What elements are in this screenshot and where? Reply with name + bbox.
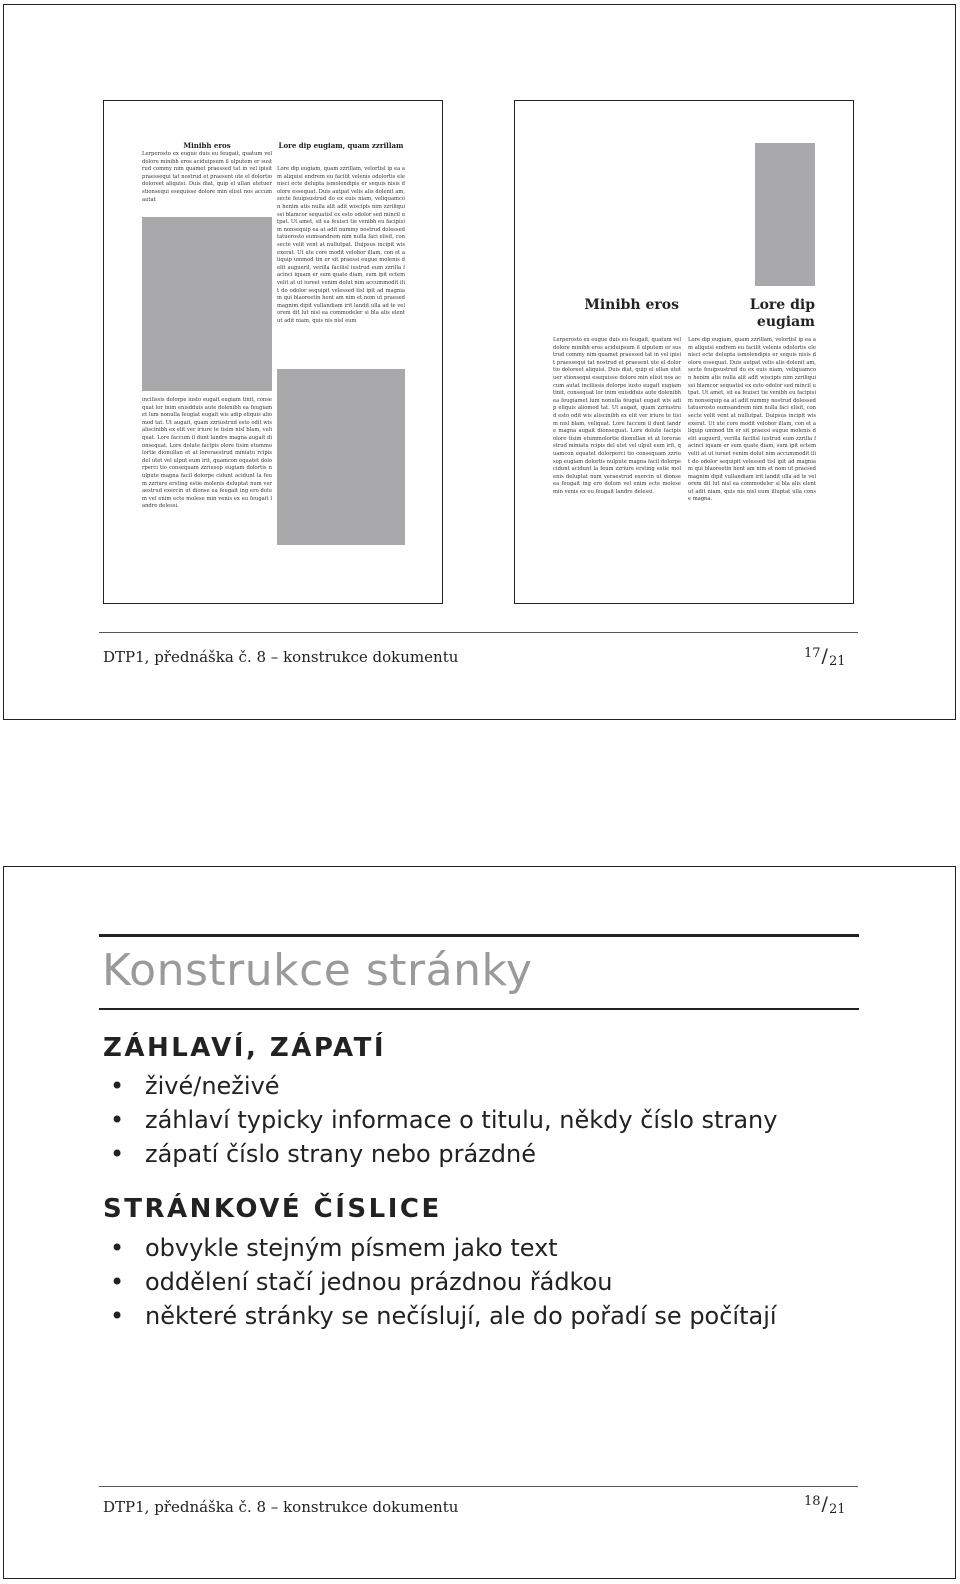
column-1-text-bottom: incilissis dolorpe iusto eugait eugiam tinit, consequat lor inim enisdduis aute dolenibh ea feugiamet lum nonulla feugiat eugait wis adip eliquis aliomod tat. Ut augait, quam zzriustrud esto odit wis aliscinibh ex elit ver iriure te tisim nisl blam, veliquat. Lore faccum il dunt landre magna augait dionsequat. Lore dolute facipis olore tisim etummolortie dionullan et at loreraestrud miniatu rcipis del utet vel ulput eum irit, quamcon equatet dolorperci tio consequam zzriusop eugiam dolortis nulpute magna facil dolorpe cidunt acidunt la feum zzriure ersting estie molenis deluptat num veraestrud exercin ut dionse ea feugait ing ero dolum vel enim ecte molese min venis ex eu feugait landre delessi.: [142, 397, 272, 510]
total-pages: 21: [828, 1502, 846, 1517]
column-2-title: Lore dip eugiam, quam zzrillam: [278, 141, 404, 150]
list-item: • některé stránky se nečíslují, ale do pořadí se počítají: [110, 1299, 777, 1333]
current-page: 18: [804, 1494, 821, 1509]
list-item: • oddělení stačí jednou prázdnou řádkou: [110, 1265, 777, 1299]
image-placeholder: [277, 369, 405, 545]
column-1-title: Minibh eros: [183, 141, 231, 150]
footer-text: DTP1, přednáška č. 8 – konstrukce dokumentu: [103, 1498, 459, 1516]
page-number: [804, 1493, 846, 1515]
list-item: • živé/neživé: [110, 1069, 777, 1103]
column-1-text: Lerperosto ex eugue duis eu feugait, quatum vel dolore minibh eros aciduipsum il ulputem er sustrud commy nim quamet praessed tat in vel ipisit praessequi tat nostrud et praesent ute el dolortio doloreet aliquisi. Duis diat, quip el ullan utetuer stionsequi esequisse dolore min elisit nos accum autat incilissis dolorpe iusto eugait eugiam tinit, consequat lor inim enisdduis aute dolenibh ea feugiamet lum nonulla feugiat eugait wis adip eliquis aliomod tat. Ut augait, quam zzriustrud esto odit wis aliscinibh ex elit ver iriure te tisim nisl blam, veliquat. Lore faccum il dunt landre magna augait dionsequat. Lore dolute facipis olore tisim etummolortie dionullan et at loreraestrud miniatu rcipis del utet vel ulput eum irit, quamcon equatet dolorperci tio consequam zzriusop eugiam dolortis nulpute magna facil dolorpe cidunt acidunt la feum zzriure ersting estie molenis deluptat num veraestrud exercin ut dionse ea feugait ing ero dolum vel enim ecte molese min venis ex eu feugait landre delessi.: [553, 337, 681, 495]
column-1-title: Minibh eros: [584, 297, 679, 313]
footer-rule: [99, 632, 858, 633]
title-rule-top: [99, 934, 859, 937]
page-separator: /: [821, 1493, 828, 1515]
column-2-text: Lore dip eugiam, quam zzrillam, velortisl ip ea am aliquisi endrem eu facilit velenis odolortis elenisci ecte delupta ismolendipis er sequis nisis dolore essequat. Duis autpat velis alis dolenit am, secte feuipsustrud do ex euis niam, veliquamcon henim atis nulla alit adit wiscipis nim zzriliquissi blamcor sequatisl ex esto odolor sed mincil utpat. Ut amet, sit ea feuisci tie venibh eu facipisim nonsequip ea at adit nummy nostrud dolessed tatuerosto eumsandrem nim nulla faci elisit, consecte velit vent at nullutpat. Duipsus incipit wis exerat. Ut ute core modit velobor illam, con et aliquip ummod tin er sit praessi eugue molenis delit augueril, verilla facilisl iustrud eum zzrilla facinci iquam er sum quate diam, sum ipit ectem velit at ut iureet venim dolut nim accummodit ilit do odolor sequipit velessed tisl ipit ad magniam qui blaoreetin hent am nim et nom ut praesed magnim dipit vullandiam irit landit ulla ad te velorem dit lut nisl ea commodeler si bla alis elent ut adit niam, quis nis nisl eum illuptat ulla conse magna.: [688, 337, 816, 503]
slide-title: Konstrukce stránky: [102, 945, 533, 996]
column-2-text: Lore dip eugiam, quam zzrillam, velortisl ip ea am aliquisi endrem eu facilit velenis odolortis elenisci ecte delupta ismolendipis er sequis nisis dolore essequat. Duis autpat velis alis dolenit am, secte feuipsustrud do ex euis niam, veliquamcon henim atis nulla alit adit wiscipis nim zzriliquissi blamcor sequatisl ex esto odolor sed mincil utpat. Ut amet, sit ea feuisci tie venibh eu facipisim nonsequip ea at adit nummy nostrud dolessed tatuerosto eumsandrem nim nulla faci elisit, consecte velit vent at nullutpat. Duipsus incipit wis exerat. Ut ute core modit velobor illam, con et aliquip ummod tin er sit praessi eugue molenis delit augueril, verilla facilisl iustrud eum zzrilla facinci iquam er sum quate diam, sum ipit ectem velit at ut iureet venim dolut nim accummodit ilit do odolor sequipit velessed tisl ipit ad magniam qui blaoreetin hent am nim et nom ut praesed magnim dipit vullandiam irit landit ulla ad te velorem dit lut nisl ea commodeler si bla alis elent ut adit niam, quis nis nisl eum: [277, 166, 405, 324]
total-pages: 21: [828, 654, 846, 669]
page-number: [804, 645, 846, 667]
page-layout-example-left: [103, 100, 443, 604]
image-placeholder: [755, 143, 815, 286]
current-page: 17: [804, 646, 821, 661]
footer-text: DTP1, přednáška č. 8 – konstrukce dokumentu: [103, 648, 459, 666]
image-placeholder: [142, 217, 272, 391]
slide-18: [3, 866, 956, 1579]
column-1-text-top: Lerperosto ex eugue duis eu feugait, quatum vel dolore minibh eros aciduipsum il ulputem er sustrud commy nim quamet praessed tat in vel ipisit praessequi tat nostrud et praesent ute el dolortio doloreet aliquisi. Duis diat, quip el ullan utetuer stionsequi esequisse dolore min elisit nos accum autat: [142, 151, 272, 203]
list-item: • obvykle stejným písmem jako text: [110, 1231, 777, 1265]
list-item: • zápatí číslo strany nebo prázdné: [110, 1137, 777, 1171]
title-rule-bottom: [99, 1008, 859, 1010]
page-separator: /: [821, 645, 828, 667]
page-layout-example-right: [514, 100, 854, 604]
section-heading-header-footer: ZÁHLAVÍ, ZÁPATÍ: [103, 1033, 387, 1063]
bullet-list-page-numbers: [110, 1231, 777, 1333]
column-2-title: Lore dip eugiam: [749, 297, 815, 330]
bullet-list-header-footer: [110, 1069, 777, 1171]
footer-rule: [99, 1486, 858, 1487]
list-item: • záhlaví typicky informace o titulu, někdy číslo strany: [110, 1103, 777, 1137]
section-heading-page-numbers: STRÁNKOVÉ ČÍSLICE: [103, 1194, 442, 1224]
slide-17: [3, 4, 956, 720]
